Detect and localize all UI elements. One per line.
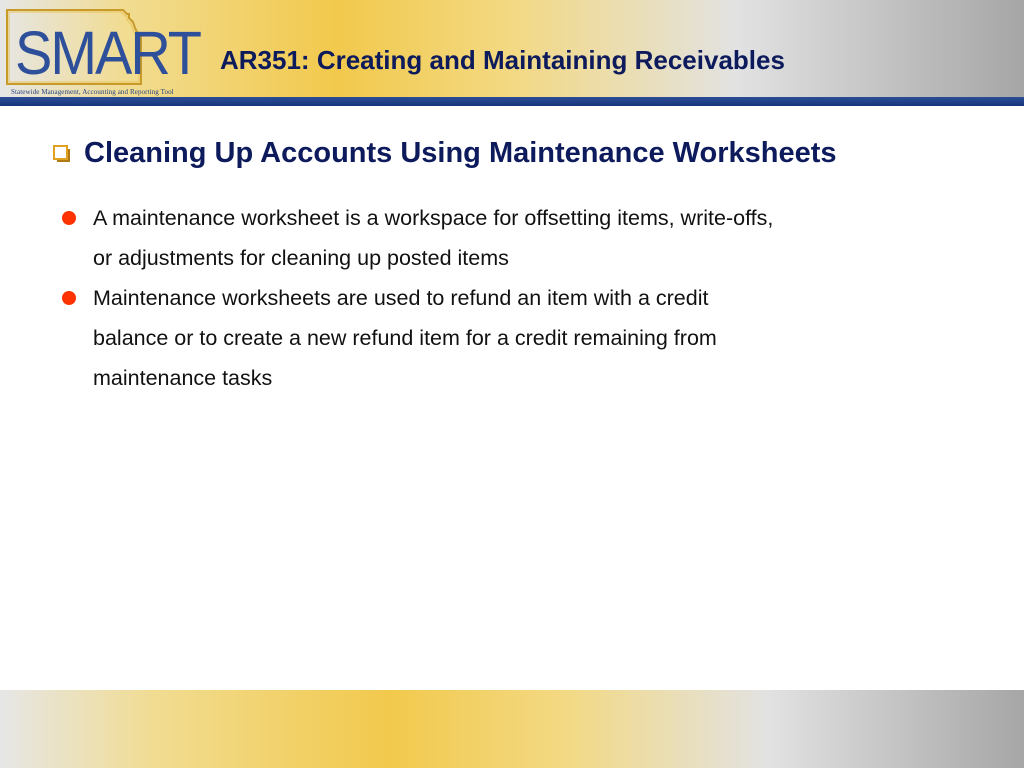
checkbox-square-icon	[53, 145, 71, 163]
slide-heading-text: Cleaning Up Accounts Using Maintenance Worksheets	[84, 137, 837, 169]
bullet-text-line: maintenance tasks	[93, 366, 273, 390]
slide-heading	[53, 137, 837, 170]
list-item	[62, 198, 962, 278]
footer-banner	[0, 690, 1024, 768]
circle-bullet-icon	[62, 291, 76, 305]
smart-logo	[5, 6, 200, 96]
bullet-text-line: A maintenance worksheet is a workspace for offsetting items, write-offs,	[93, 206, 774, 230]
logo-subtext: Statewide Management, Accounting and Reporting Tool	[11, 88, 174, 96]
bullet-text-line: or adjustments for cleaning up posted items	[93, 246, 509, 270]
bullet-text-line: Maintenance worksheets are used to refund an item with a credit	[93, 286, 709, 310]
list-item	[62, 278, 962, 398]
bullet-list	[62, 198, 962, 398]
page-title: AR351: Creating and Maintaining Receivables	[220, 45, 785, 75]
logo-wordmark: SMART	[15, 18, 200, 88]
bullet-text-line: balance or to create a new refund item for a credit remaining from	[93, 326, 717, 350]
circle-bullet-icon	[62, 211, 76, 225]
header-divider	[0, 97, 1024, 106]
